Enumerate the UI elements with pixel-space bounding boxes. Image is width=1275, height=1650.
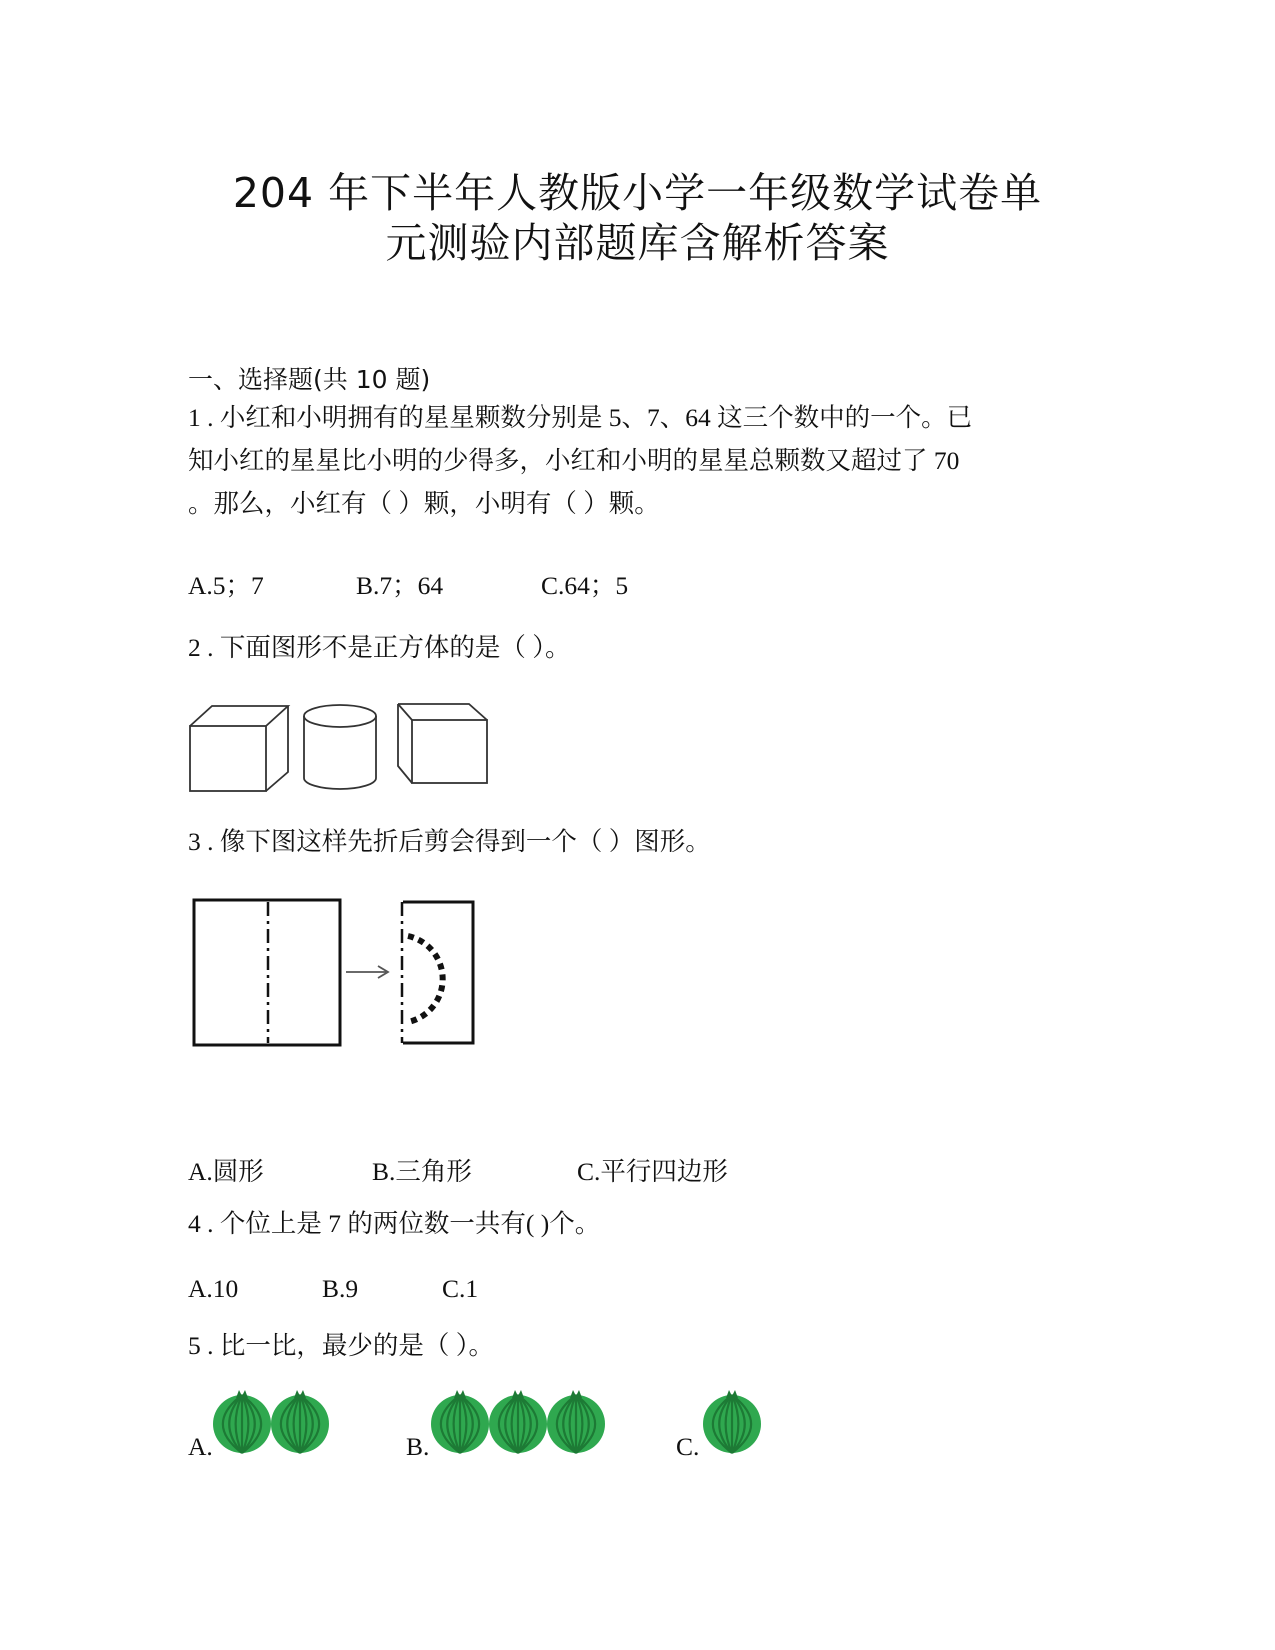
watermelon-icon [271,1390,329,1453]
question-1-option-b: B.7；64 [356,571,444,600]
watermelon-icon [213,1390,271,1453]
title-line-1: 204 年下半年人教版小学一年级数学试卷单 [232,169,1043,217]
question-3 [188,820,1088,863]
question-5-option-a: A. [188,1432,213,1461]
cube-icon [190,706,288,791]
question-1-line-2: 知小红的星星比小明的少得多，小红和小明的星星总颗数又超过了 70 [188,446,960,475]
question-4-option-b: B.9 [322,1274,359,1303]
question-2-line-1: 2 . 下面图形不是正方体的是（ ）。 [188,633,571,662]
question-4 [188,1202,1088,1245]
question-3-option-a: A.圆形 [188,1157,264,1186]
section-heading: 一、选择题(共 10 题) [188,365,431,394]
folded-paper-icon [194,900,340,1045]
question-3-line-1: 3 . 像下图这样先折后剪会得到一个（ ）图形。 [188,827,711,856]
question-4-option-c: C.1 [442,1274,479,1303]
question-4-line-1: 4 . 个位上是 7 的两位数一共有( )个。 [188,1209,601,1238]
arrow-icon [346,966,388,978]
cylinder-icon [304,705,376,789]
title-line-2: 元测验内部题库含解析答案 [385,219,890,267]
watermelon-icon [489,1390,547,1453]
question-1-line-3: 。那么，小红有（ ）颗，小明有（ ）颗。 [188,489,660,518]
question-4-option-a: A.10 [188,1274,239,1303]
question-1-option-a: A.5；7 [188,571,264,600]
question-3-option-b: B.三角形 [372,1157,472,1186]
fold-cut-figure [188,896,498,1056]
watermelon-group-c [702,1380,772,1460]
question-1 [188,396,1088,525]
watermelon-icon [431,1390,489,1453]
question-2 [188,626,1088,669]
cube-icon [398,704,487,783]
watermelon-group-b [430,1380,620,1460]
shapes-figure [186,700,506,800]
question-1-option-c: C.64；5 [541,571,629,600]
question-1-line-1: 1 . 小红和小明拥有的星星颗数分别是 5、7、64 这三个数中的一个。已 [188,403,973,432]
page-title [0,168,1275,268]
question-5-option-c: C. [676,1432,700,1461]
question-5 [188,1324,1088,1367]
question-5-line-1: 5 . 比一比，最少的是（ ）。 [188,1331,495,1360]
question-5-option-b: B. [406,1432,430,1461]
question-3-option-c: C.平行四边形 [577,1157,728,1186]
cut-paper-icon [402,902,473,1043]
watermelon-group-a [212,1380,342,1460]
watermelon-icon [703,1390,761,1453]
watermelon-icon [547,1390,605,1453]
